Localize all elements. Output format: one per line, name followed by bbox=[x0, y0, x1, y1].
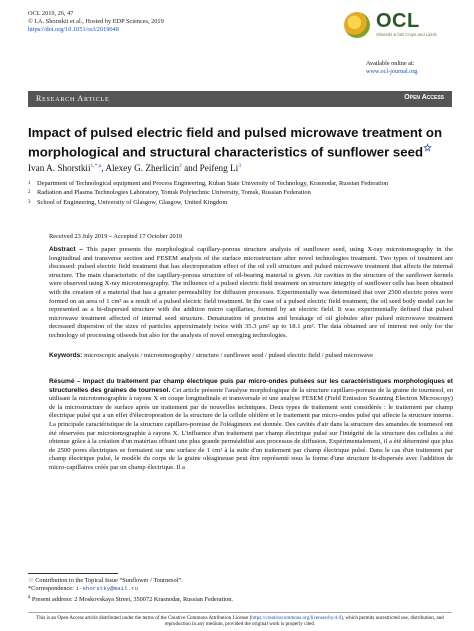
affiliation-item bbox=[28, 180, 452, 188]
footnote-item bbox=[28, 593, 452, 604]
author-affiliation-mark[interactable]: 1,*,a bbox=[90, 163, 102, 169]
author-affiliation-mark[interactable]: 3 bbox=[238, 163, 241, 169]
keywords-text: microscopic analysis / microtomography / structure / sunflower seed / pulsed electric field / pulsed microwave bbox=[84, 352, 374, 359]
license-notice bbox=[28, 615, 452, 628]
affiliation-number: 3 bbox=[28, 199, 31, 205]
footnotes bbox=[28, 577, 452, 605]
author-separator: , bbox=[101, 163, 106, 174]
author-name: Ivan A. Shorstkii bbox=[28, 163, 91, 174]
resume-label: Résumé – Impact du traitement par champ électrique puis par micro-ondes pulsées sur les caractéristiques morphologiques et structurelles des graines de tournesol. bbox=[49, 378, 453, 394]
affiliations bbox=[28, 180, 452, 208]
license-text: This is an Open Access article distributed under the terms of the Creative Commons Attribution License ( bbox=[36, 615, 252, 621]
affiliation-item bbox=[28, 189, 452, 197]
footnote-mark: ☆ bbox=[28, 577, 34, 584]
sunflower-logo-icon bbox=[344, 12, 370, 38]
article-type-banner bbox=[28, 91, 452, 107]
availability bbox=[366, 60, 417, 76]
open-access-badge bbox=[404, 94, 444, 101]
journal-logo bbox=[340, 8, 452, 68]
copyright-line: © I.A. Shorstkii et al., Hosted by EDP Sciences, 2019 bbox=[28, 18, 164, 26]
footnote-mark: a bbox=[28, 594, 31, 601]
article-type: Research Article bbox=[36, 94, 110, 103]
affiliation-text: Radiation and Plasma Technologies Laboratory, Tomsk Polytechnic University, Tomsk, Russian Federation bbox=[37, 189, 311, 197]
affiliation-number: 2 bbox=[28, 190, 31, 196]
license-divider bbox=[28, 612, 452, 613]
keywords-label: Keywords: bbox=[49, 352, 83, 359]
logo-name: OCL bbox=[376, 10, 420, 32]
email-link[interactable]: i-shorstky@mail.ru bbox=[75, 585, 139, 593]
author-separator: and bbox=[181, 163, 200, 174]
footnote-divider bbox=[28, 573, 118, 574]
abstract bbox=[49, 246, 453, 341]
article-title bbox=[28, 125, 452, 159]
license-link[interactable]: https://creativecommons.org/licenses/by/4.0 bbox=[251, 615, 342, 621]
abstract-label: Abstract – bbox=[49, 246, 83, 253]
footnote-item bbox=[28, 585, 452, 593]
footnote-text: Contribution to the Topical Issue “Sunflower / Tournesol”. bbox=[35, 577, 183, 584]
footnote-item bbox=[28, 577, 452, 585]
author-list bbox=[28, 163, 241, 173]
availability-label: Available online at: bbox=[366, 60, 415, 67]
received-dates: Received 23 July 2019 – Accepted 17 October 2019 bbox=[49, 233, 183, 240]
logo-tagline: Oilseeds & fats Crops and Lipids bbox=[376, 32, 437, 37]
resume bbox=[49, 378, 453, 473]
affiliation-number: 1 bbox=[28, 181, 31, 186]
title-footnote-mark[interactable]: ☆ bbox=[423, 142, 432, 154]
doi-link[interactable]: https://doi.org/10.1051/ocl/2019048 bbox=[28, 26, 119, 34]
resume-text: Cet article présente l'analyse morphologique de la structure capillaro-poreuse de la graine de tournesol, en utilisant la microtomographie à rayons X en coupe longitudinale et transversale et une analyse FESEM (Field Emission Scanning Electron Microscopy) de la microstructure de surface après un traitement par de nouvelles techniques. Deux types de traitement sont considérés : le traitement par champ électrique pulsé qui a un effet d'électroporation de la structure de la cellule oléifère et le traitement par micro-ondes pulsé qui affecte la structure interne. La principale caractéristique de la structure capillaro-poreuse de l'oléagineux est donnée. Des cavités d'air dans la structure des amandes de tournesol ont été observées par microtomographie à rayons X. L'influence d'un traitement par champ électrique pulsé sur l'intégrité de la structure des cellules a été obtenue grâce à la création d'un matériau offrant une plus grande perméabilité aux processus de diffusion. Expérimentalement, il a été déterminé que plus de 2500 pores électriques se formaient sur une surface de 1 cm² à la suite d'un traitement par champ électrique pulsé. Dans le cas d'un traitement par champ électrique pulsé, le modèle du corps de la graine oléagineuse peut être représenté sous la forme d'une structure bi-dispersée avec l'addition de micro-capillaires créés par un champ électrique. Il a bbox=[49, 386, 453, 471]
open-access-label: Open Access bbox=[404, 94, 444, 101]
journal-url-link[interactable]: www.ocl-journal.org bbox=[366, 68, 418, 75]
affiliation-text: Department of Technological equipment and Process Engineering, Kuban State University of Technology, Krasnodar, Russian Federation bbox=[37, 180, 389, 187]
affiliation-item bbox=[28, 199, 452, 207]
keywords bbox=[49, 352, 453, 361]
journal-meta bbox=[28, 10, 164, 35]
license-text: ), which permits unrestricted use, distribution, and reproduction in any medium, provided the original work is properly cited. bbox=[164, 615, 444, 628]
author-name: Peifeng Li bbox=[199, 163, 239, 174]
footnote-text: Correspondence: bbox=[31, 585, 76, 593]
footnote-mark: * bbox=[28, 585, 32, 593]
title-text: Impact of pulsed electric field and pulsed microwave treatment on morphological and structural characteristics of sunflower seed bbox=[28, 125, 443, 159]
footnote-text: Present address: 2 Moskovskaya Street, 350072 Krasnodar, Russian Federation. bbox=[31, 596, 233, 604]
citation-line: OCL 2019, 26, 47 bbox=[28, 10, 74, 17]
abstract-text: This paper presents the morphological capillary-porous structure analysis of sunflower seed, using X-ray microtomography in the longitudinal and transverse section and FESEM analysis of the surface microstructure after novel technologies treatment. Two types of treatment are discussed: pulsed electric field treatment that has electroporation effect of the oil cell structure and pulsed microwave treatment that affects the internal structure. The main characteristic of the capillary-porous structure of oil-bearing material is given. Air cavities in the structure of the sunflower kernels were observed using X-ray microtomography. The influence of a pulsed electric field treatment on structure integrity of sunflower cells has been obtained with the creation of a material that has a greater permeability for diffusion processes. Experimentally was determined that over 2500 electric pores were formed on an area of 1 cm² as a result of a pulsed electric field treatment. In the case of a pulsed electric field treatment, the oil seed body model can be represented as a bi-dispersed structure with the addition micro capillaries, formed by an electric field. It was experimentally defined that pulsed microwave treatment affected of internal seed structure. Denaturation of proteins and breakage of oil globules after pulsed microwave treatment decreased dispersion of the sizes of particles approximately twice with 35.3 μm² up to 18.1 μm². The data obtained are of interest not only for the technology of processing oilseeds but also for the analysis of novel emerging technologies. bbox=[49, 246, 453, 339]
author-name: Alexey G. Zherlicin bbox=[105, 163, 180, 174]
affiliation-text: School of Engineering, University of Glasgow, Glasgow, United Kingdom bbox=[37, 198, 228, 206]
author-affiliation-mark[interactable]: 2 bbox=[179, 163, 182, 169]
